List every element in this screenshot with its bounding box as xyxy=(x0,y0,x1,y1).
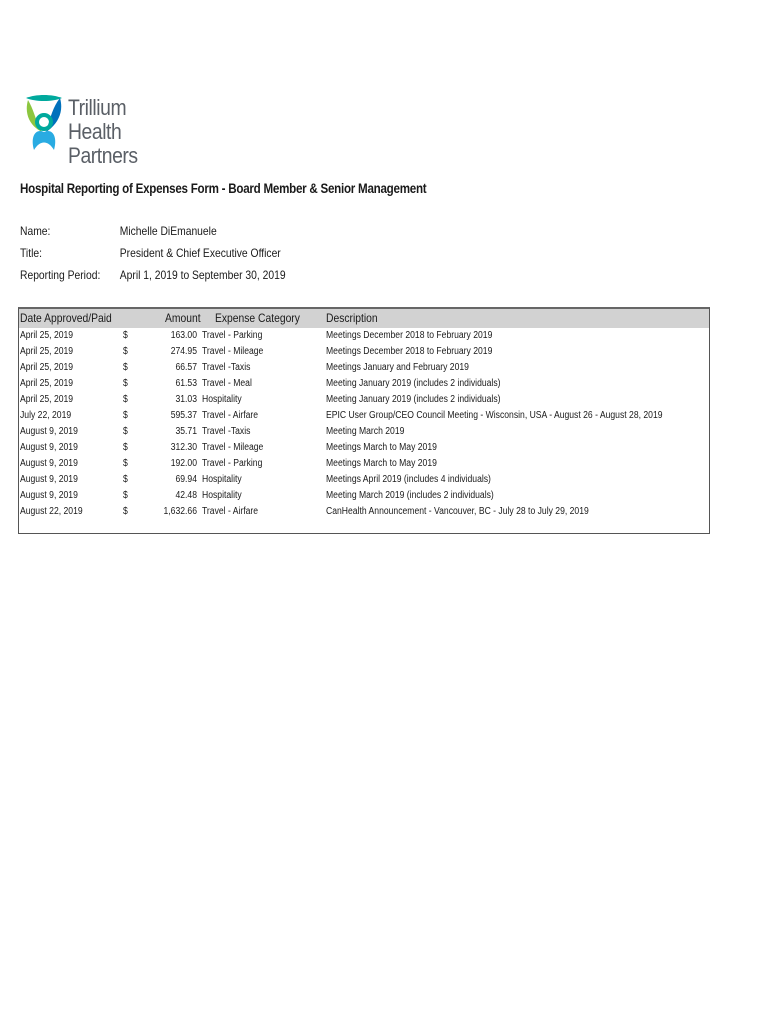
date-cell: April 25, 2019 xyxy=(20,378,74,389)
expenses-table xyxy=(18,307,710,534)
amount-cell: 42.48 xyxy=(175,490,197,501)
date-cell: August 9, 2019 xyxy=(20,442,78,453)
amount-cell: 35.71 xyxy=(175,426,197,437)
description-cell: Meetings March to May 2019 xyxy=(326,458,437,469)
description-cell: Meetings January and February 2019 xyxy=(326,362,469,373)
currency-cell: $ xyxy=(123,330,128,341)
date-cell: August 9, 2019 xyxy=(20,426,78,437)
category-cell: Travel -Taxis xyxy=(202,362,251,373)
description-cell: Meetings April 2019 (includes 4 individuals) xyxy=(326,474,491,485)
date-cell: April 25, 2019 xyxy=(20,394,74,405)
name-row xyxy=(20,224,217,238)
amount-cell: 31.03 xyxy=(175,394,197,405)
category-cell: Travel - Mileage xyxy=(202,346,264,357)
description-cell: Meetings March to May 2019 xyxy=(326,442,437,453)
category-cell: Hospitality xyxy=(202,490,242,501)
logo-wordmark: Trillium Health Partners xyxy=(68,95,138,168)
category-cell: Hospitality xyxy=(202,394,242,405)
form-title: Hospital Reporting of Expenses Form - Board Member & Senior Management xyxy=(20,181,427,196)
trillium-logo-icon xyxy=(22,92,66,156)
header-description: Description xyxy=(326,311,378,325)
description-cell: Meetings December 2018 to February 2019 xyxy=(326,330,493,341)
header-category: Expense Category xyxy=(215,311,300,325)
category-cell: Travel - Mileage xyxy=(202,442,264,453)
table-header xyxy=(19,309,709,328)
table-row xyxy=(19,424,709,440)
date-cell: August 22, 2019 xyxy=(20,506,83,517)
category-cell: Hospitality xyxy=(202,474,242,485)
title-row xyxy=(20,246,281,260)
date-cell: August 9, 2019 xyxy=(20,490,78,501)
date-cell: August 9, 2019 xyxy=(20,458,78,469)
date-cell: July 22, 2019 xyxy=(20,410,72,421)
description-cell: Meeting March 2019 (includes 2 individuals) xyxy=(326,490,494,501)
currency-cell: $ xyxy=(123,506,128,517)
date-cell: August 9, 2019 xyxy=(20,474,78,485)
category-cell: Travel -Taxis xyxy=(202,426,251,437)
currency-cell: $ xyxy=(123,426,128,437)
currency-cell: $ xyxy=(123,394,128,405)
currency-cell: $ xyxy=(123,378,128,389)
table-row xyxy=(19,360,709,376)
table-row xyxy=(19,440,709,456)
currency-cell: $ xyxy=(123,346,128,357)
table-row xyxy=(19,472,709,488)
amount-cell: 69.94 xyxy=(175,474,197,485)
table-row xyxy=(19,376,709,392)
amount-cell: 274.95 xyxy=(170,346,197,357)
header-amount: Amount xyxy=(165,311,201,325)
header-date: Date Approved/Paid xyxy=(20,311,112,325)
description-cell: Meeting January 2019 (includes 2 individuals) xyxy=(326,394,501,405)
amount-cell: 163.00 xyxy=(170,330,197,341)
amount-cell: 61.53 xyxy=(175,378,197,389)
description-cell: CanHealth Announcement - Vancouver, BC - July 28 to July 29, 2019 xyxy=(326,506,589,517)
table-row xyxy=(19,488,709,504)
table-row xyxy=(19,504,709,520)
currency-cell: $ xyxy=(123,362,128,373)
description-cell: EPIC User Group/CEO Council Meeting - Wisconsin, USA - August 26 - August 28, 2019 xyxy=(326,410,663,421)
period-row xyxy=(20,268,286,282)
date-cell: April 25, 2019 xyxy=(20,362,74,373)
trillium-logo xyxy=(22,92,202,168)
table-row xyxy=(19,392,709,408)
category-cell: Travel - Meal xyxy=(202,378,252,389)
amount-cell: 312.30 xyxy=(170,442,197,453)
amount-cell: 66.57 xyxy=(175,362,197,373)
category-cell: Travel - Parking xyxy=(202,458,263,469)
period-label: Reporting Period: xyxy=(20,268,101,282)
title-value: President & Chief Executive Officer xyxy=(119,246,281,260)
currency-cell: $ xyxy=(123,442,128,453)
amount-cell: 1,632.66 xyxy=(163,506,197,517)
currency-cell: $ xyxy=(123,474,128,485)
currency-cell: $ xyxy=(123,458,128,469)
amount-cell: 192.00 xyxy=(170,458,197,469)
description-cell: Meeting March 2019 xyxy=(326,426,405,437)
category-cell: Travel - Parking xyxy=(202,330,263,341)
category-cell: Travel - Airfare xyxy=(202,410,259,421)
description-cell: Meeting January 2019 (includes 2 individuals) xyxy=(326,378,501,389)
table-row xyxy=(19,456,709,472)
name-value: Michelle DiEmanuele xyxy=(119,224,217,238)
table-row xyxy=(19,408,709,424)
date-cell: April 25, 2019 xyxy=(20,346,74,357)
currency-cell: $ xyxy=(123,490,128,501)
table-row xyxy=(19,344,709,360)
table-row xyxy=(19,328,709,344)
currency-cell: $ xyxy=(123,410,128,421)
category-cell: Travel - Airfare xyxy=(202,506,259,517)
date-cell: April 25, 2019 xyxy=(20,330,74,341)
title-label: Title: xyxy=(20,246,42,260)
description-cell: Meetings December 2018 to February 2019 xyxy=(326,346,493,357)
name-label: Name: xyxy=(20,224,51,238)
period-value: April 1, 2019 to September 30, 2019 xyxy=(119,268,286,282)
amount-cell: 595.37 xyxy=(170,410,197,421)
